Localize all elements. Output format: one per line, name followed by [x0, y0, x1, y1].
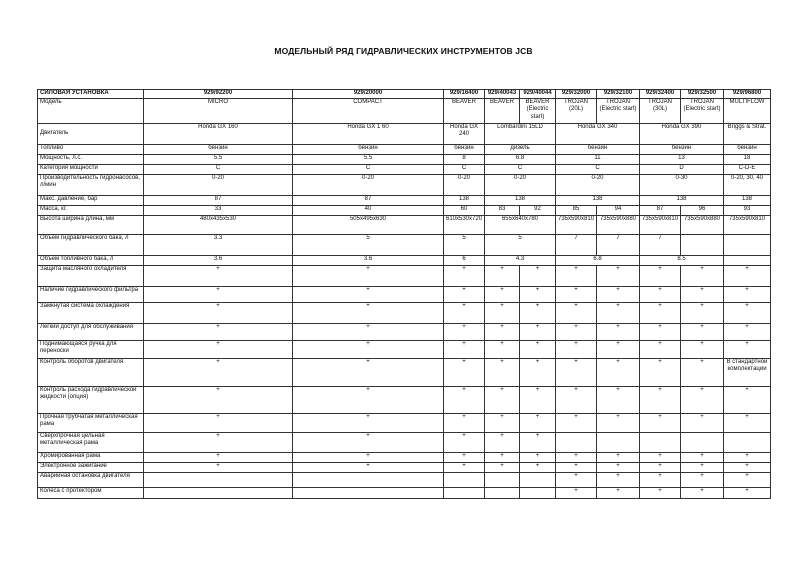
feature-mark: + [520, 432, 556, 452]
feature-mark: + [520, 413, 556, 432]
table-cell: бензин [724, 144, 771, 154]
table-cell: 93 [724, 205, 771, 215]
feature-mark: + [556, 386, 597, 413]
table-cell: MICRO [144, 98, 293, 123]
feature-mark [520, 487, 556, 498]
table-cell: 3.3 [144, 234, 293, 255]
feature-mark: + [444, 462, 485, 472]
table-cell: бензин [444, 144, 485, 154]
feature-mark: + [520, 265, 556, 286]
feature-mark: + [597, 358, 640, 386]
feature-mark: + [485, 286, 520, 302]
table-cell: 610x530x720 [444, 215, 485, 234]
feature-mark: + [485, 386, 520, 413]
row-label: Мощность, л.с. [38, 154, 144, 164]
feature-mark: + [293, 265, 444, 286]
model-code: 929/40043 [485, 90, 520, 99]
feature-mark: + [640, 413, 681, 432]
table-cell: 87 [144, 195, 293, 205]
feature-mark: + [144, 413, 293, 432]
table-cell: C [144, 164, 293, 174]
feature-mark: + [681, 302, 724, 323]
feature-mark: + [597, 487, 640, 498]
table-row [38, 302, 771, 323]
feature-mark: + [520, 462, 556, 472]
table-cell: 735x590x880 [597, 215, 640, 234]
feature-mark: + [293, 413, 444, 432]
table-cell: 3.6 [293, 255, 444, 265]
page-title: МОДЕЛЬНЫЙ РЯД ГИДРАВЛИЧЕСКИХ ИНСТРУМЕНТОВ JCB [274, 46, 533, 56]
feature-mark: + [597, 302, 640, 323]
feature-mark: + [556, 472, 597, 487]
feature-mark: + [485, 265, 520, 286]
row-label: Высота ширина длина, мм [38, 215, 144, 234]
table-cell: 0-20 [293, 174, 444, 195]
feature-mark: + [520, 358, 556, 386]
table-cell: 7 [556, 234, 597, 255]
table-row [38, 340, 771, 358]
model-code: 929/16400 [444, 90, 485, 99]
table-cell: 7 [597, 234, 640, 255]
table-cell: 85 [556, 205, 597, 215]
table-cell: Lombardini 15LD [485, 123, 556, 144]
feature-mark: + [444, 323, 485, 340]
table-row-dimensions [38, 215, 771, 234]
table-cell [724, 234, 771, 255]
feature-mark: + [485, 340, 520, 358]
table-cell: 0-20 [144, 174, 293, 195]
table-cell: бензин [640, 144, 724, 154]
table-cell: 6.8 [556, 255, 640, 265]
feature-mark: + [724, 452, 771, 462]
row-label: Объем гидравлического бака, л [38, 234, 144, 255]
table-cell [724, 255, 771, 265]
table-cell: 6 [444, 255, 485, 265]
feature-mark: + [144, 323, 293, 340]
feature-mark: + [556, 487, 597, 498]
feature-mark: + [640, 286, 681, 302]
table-row-power [38, 154, 771, 164]
feature-mark: + [485, 302, 520, 323]
model-code: 929/32100 [597, 90, 640, 99]
feature-mark: + [640, 302, 681, 323]
table-cell: 0-20 [485, 174, 556, 195]
row-label: Колеса с протектором [38, 487, 144, 498]
table-cell: 138 [724, 195, 771, 205]
feature-mark: + [293, 386, 444, 413]
feature-mark: + [444, 452, 485, 462]
table-cell: 138 [485, 195, 556, 205]
feature-mark: + [597, 386, 640, 413]
feature-mark: + [444, 265, 485, 286]
row-label: Наличие гидравлического фильтра [38, 286, 144, 302]
table-cell: 735x590x810 [556, 215, 597, 234]
table-cell: Briggs & Strat. [724, 123, 771, 144]
feature-mark: + [640, 472, 681, 487]
table-cell: C [485, 164, 556, 174]
feature-mark: + [597, 452, 640, 462]
feature-mark: + [485, 432, 520, 452]
feature-mark: + [293, 462, 444, 472]
row-label: Категория мощности [38, 164, 144, 174]
feature-mark: + [444, 302, 485, 323]
feature-mark: + [520, 386, 556, 413]
table-cell: 138 [556, 195, 640, 205]
feature-mark [144, 487, 293, 498]
row-label: Прочная трубчатая металлическая рама [38, 413, 144, 432]
feature-mark: + [444, 432, 485, 452]
feature-mark: + [144, 452, 293, 462]
table-cell: Honda GX 160 [144, 123, 293, 144]
table-cell: 60 [444, 205, 485, 215]
table-cell: 8.5 [640, 255, 724, 265]
feature-mark: + [681, 265, 724, 286]
row-label: Замкнутая система охлаждения [38, 302, 144, 323]
feature-mark: + [681, 286, 724, 302]
table-cell: C-D-E [724, 164, 771, 174]
feature-mark: + [520, 286, 556, 302]
table-cell: 735x590x880 [681, 215, 724, 234]
feature-mark: + [556, 340, 597, 358]
feature-mark: + [681, 358, 724, 386]
table-cell: бензин [293, 144, 444, 154]
feature-mark: + [556, 323, 597, 340]
feature-mark: + [597, 340, 640, 358]
feature-mark [724, 432, 771, 452]
feature-mark [485, 472, 520, 487]
feature-mark: + [724, 472, 771, 487]
table-cell: 480x435x530 [144, 215, 293, 234]
feature-mark: + [556, 265, 597, 286]
table-cell: 8 [444, 154, 485, 164]
table-cell: D [640, 164, 724, 174]
header-label: СИЛОВАЯ УСТАНОВКА [38, 90, 144, 99]
feature-rows [38, 265, 771, 498]
feature-mark: + [640, 462, 681, 472]
feature-mark: + [724, 386, 771, 413]
feature-mark: + [724, 323, 771, 340]
table-cell: C [444, 164, 485, 174]
row-label: Объем топливного бака, л [38, 255, 144, 265]
table-cell: 6.8 [485, 154, 556, 164]
feature-mark: + [681, 340, 724, 358]
feature-mark: + [556, 286, 597, 302]
row-label: Топливо [38, 144, 144, 154]
table-cell: 96 [681, 205, 724, 215]
feature-mark: + [597, 323, 640, 340]
feature-mark: + [293, 323, 444, 340]
feature-mark: + [485, 452, 520, 462]
feature-mark: + [681, 323, 724, 340]
row-label: Электронное зажигание [38, 462, 144, 472]
feature-mark: + [724, 265, 771, 286]
feature-mark: + [556, 452, 597, 462]
table-row [38, 432, 771, 452]
feature-mark: + [444, 386, 485, 413]
table-cell: бензин [556, 144, 640, 154]
feature-mark [640, 432, 681, 452]
feature-mark: + [144, 386, 293, 413]
table-cell: 5.5 [293, 154, 444, 164]
feature-mark: + [144, 340, 293, 358]
feature-mark: + [597, 286, 640, 302]
table-cell: 92 [520, 205, 556, 215]
table-cell: бензин [144, 144, 293, 154]
feature-mark: + [556, 302, 597, 323]
feature-mark: + [293, 286, 444, 302]
table-cell: 5 [444, 234, 485, 255]
table-cell: TROJAN (Electric start) [597, 98, 640, 123]
model-code: 929/32400 [640, 90, 681, 99]
row-label: Сверхпрочная цельная металлическая рама [38, 432, 144, 452]
table-cell: 3.6 [144, 255, 293, 265]
feature-mark: + [640, 386, 681, 413]
feature-mark: + [681, 462, 724, 472]
table-cell: 138 [444, 195, 485, 205]
feature-mark: + [144, 265, 293, 286]
table-row-fuel-tank [38, 255, 771, 265]
feature-mark: + [681, 487, 724, 498]
feature-mark: + [681, 452, 724, 462]
feature-mark: + [640, 323, 681, 340]
table-row-category [38, 164, 771, 174]
feature-mark: + [724, 286, 771, 302]
model-code: 929/96800 [724, 90, 771, 99]
feature-mark: + [520, 340, 556, 358]
table-row [38, 452, 771, 462]
feature-mark: + [597, 472, 640, 487]
row-label: Легкий доступ для обслуживания [38, 323, 144, 340]
feature-mark: + [144, 432, 293, 452]
feature-mark: + [640, 452, 681, 462]
row-label: Производительность гидронасосов, л/мин [38, 174, 144, 195]
feature-mark: + [520, 302, 556, 323]
table-cell: Honda GX 240 [444, 123, 485, 144]
feature-mark [485, 487, 520, 498]
feature-mark: + [640, 487, 681, 498]
feature-mark: + [444, 413, 485, 432]
feature-mark [520, 472, 556, 487]
table-cell: TROJAN (Electric start) [681, 98, 724, 123]
feature-mark: + [724, 413, 771, 432]
feature-mark: + [293, 302, 444, 323]
table-cell [681, 234, 724, 255]
table-row [38, 265, 771, 286]
table-cell: 5 [485, 234, 556, 255]
table-row [38, 323, 771, 340]
feature-mark: + [556, 413, 597, 432]
model-code: 929/32000 [556, 90, 597, 99]
feature-mark: + [144, 302, 293, 323]
feature-mark [293, 472, 444, 487]
row-label: Защита масляного охладителя [38, 265, 144, 286]
table-cell: 505x495x630 [293, 215, 444, 234]
feature-mark: + [556, 358, 597, 386]
table-row [38, 472, 771, 487]
table-cell: 0-20 [556, 174, 640, 195]
table-cell: C [293, 164, 444, 174]
model-code: 929/40044 [520, 90, 556, 99]
table-cell: COMPACT [293, 98, 444, 123]
row-label: Макс. давление, бар [38, 195, 144, 205]
table-row-pressure [38, 195, 771, 205]
table-row-fuel [38, 144, 771, 154]
feature-mark: + [144, 462, 293, 472]
table-cell: 7 [640, 234, 681, 255]
table-row-hydraulic-tank [38, 234, 771, 255]
table-row [38, 286, 771, 302]
feature-mark: + [724, 302, 771, 323]
table-row [38, 413, 771, 432]
table-cell: BEAVER [485, 98, 520, 123]
model-code: 929/92200 [144, 90, 293, 99]
feature-mark: + [681, 413, 724, 432]
feature-mark: + [597, 413, 640, 432]
table-cell: 33 [144, 205, 293, 215]
feature-mark [444, 472, 485, 487]
feature-mark: + [724, 462, 771, 472]
table-cell: 138 [640, 195, 724, 205]
feature-mark: + [444, 340, 485, 358]
feature-mark [444, 487, 485, 498]
feature-mark [681, 432, 724, 452]
feature-mark: + [520, 452, 556, 462]
feature-mark: + [485, 462, 520, 472]
row-label: Модель [38, 98, 144, 123]
table-cell: 40 [293, 205, 444, 215]
table-cell: BEAVER (Electric start) [520, 98, 556, 123]
table-row-model [38, 98, 771, 123]
table-cell: TROJAN (20L) [556, 98, 597, 123]
table-cell: 5 [293, 234, 444, 255]
feature-mark: + [597, 265, 640, 286]
feature-mark [556, 432, 597, 452]
feature-mark: + [681, 386, 724, 413]
table-cell: 735x590x810 [640, 215, 681, 234]
row-label: Контроль оборотов двигателя [38, 358, 144, 386]
feature-mark: + [293, 452, 444, 462]
specification-table [37, 89, 771, 499]
feature-mark [597, 432, 640, 452]
table-cell: 0-20 [444, 174, 485, 195]
feature-mark [144, 472, 293, 487]
table-cell: TROJAN (30L) [640, 98, 681, 123]
table-header-row [38, 90, 771, 99]
feature-mark: + [144, 286, 293, 302]
table-cell: 87 [293, 195, 444, 205]
table-row-capacity [38, 174, 771, 195]
table-cell: 735x590x810 [724, 215, 771, 234]
feature-mark: + [485, 323, 520, 340]
table-row-engine [38, 123, 771, 144]
table-cell: C [556, 164, 640, 174]
table-cell: 13 [640, 154, 724, 164]
row-label: Масса, кг. [38, 205, 144, 215]
feature-mark: + [724, 487, 771, 498]
feature-mark: + [444, 286, 485, 302]
feature-mark: + [640, 358, 681, 386]
table-cell: 0-30 [640, 174, 724, 195]
table-row [38, 487, 771, 498]
table-cell: дизель [485, 144, 556, 154]
table-cell: 655x640x780 [485, 215, 556, 234]
table-row [38, 462, 771, 472]
row-label: Поднимающаяся ручка для переноски [38, 340, 144, 358]
row-label: Двигатель [38, 123, 144, 144]
table-row [38, 358, 771, 386]
feature-mark: + [144, 358, 293, 386]
feature-mark: + [293, 432, 444, 452]
table-cell: 87 [640, 205, 681, 215]
table-cell: BEAVER [444, 98, 485, 123]
table-cell: 5.5 [144, 154, 293, 164]
feature-mark: + [640, 265, 681, 286]
table-cell: 0-20, 30, 40 [724, 174, 771, 195]
feature-mark: + [556, 462, 597, 472]
feature-mark: + [485, 358, 520, 386]
model-code: 929/32500 [681, 90, 724, 99]
feature-mark: + [293, 358, 444, 386]
row-label: Аварийная остановка двигателя [38, 472, 144, 487]
table-cell: Honda GX 390 [640, 123, 724, 144]
feature-mark: + [681, 472, 724, 487]
table-row [38, 386, 771, 413]
feature-mark: + [724, 340, 771, 358]
row-label: Хромированная рама [38, 452, 144, 462]
table-cell: MULTIFLOW [724, 98, 771, 123]
row-label: Контроль расхода гидравлической жидкости (опция) [38, 386, 144, 413]
feature-mark: + [444, 358, 485, 386]
table-cell: 11 [556, 154, 640, 164]
feature-mark: + [640, 340, 681, 358]
table-cell: Honda GX 1 60 [293, 123, 444, 144]
feature-mark [293, 487, 444, 498]
table-cell: 94 [597, 205, 640, 215]
table-cell: 18 [724, 154, 771, 164]
feature-mark: + [597, 462, 640, 472]
table-cell: 4.3 [485, 255, 556, 265]
feature-mark: + [485, 413, 520, 432]
feature-mark: + [520, 323, 556, 340]
table-cell: Honda GX 340 [556, 123, 640, 144]
feature-mark: В стандартной комплектации [724, 358, 771, 386]
model-code: 929/20000 [293, 90, 444, 99]
table-row-mass [38, 205, 771, 215]
table-cell: 83 [485, 205, 520, 215]
feature-mark: + [293, 340, 444, 358]
